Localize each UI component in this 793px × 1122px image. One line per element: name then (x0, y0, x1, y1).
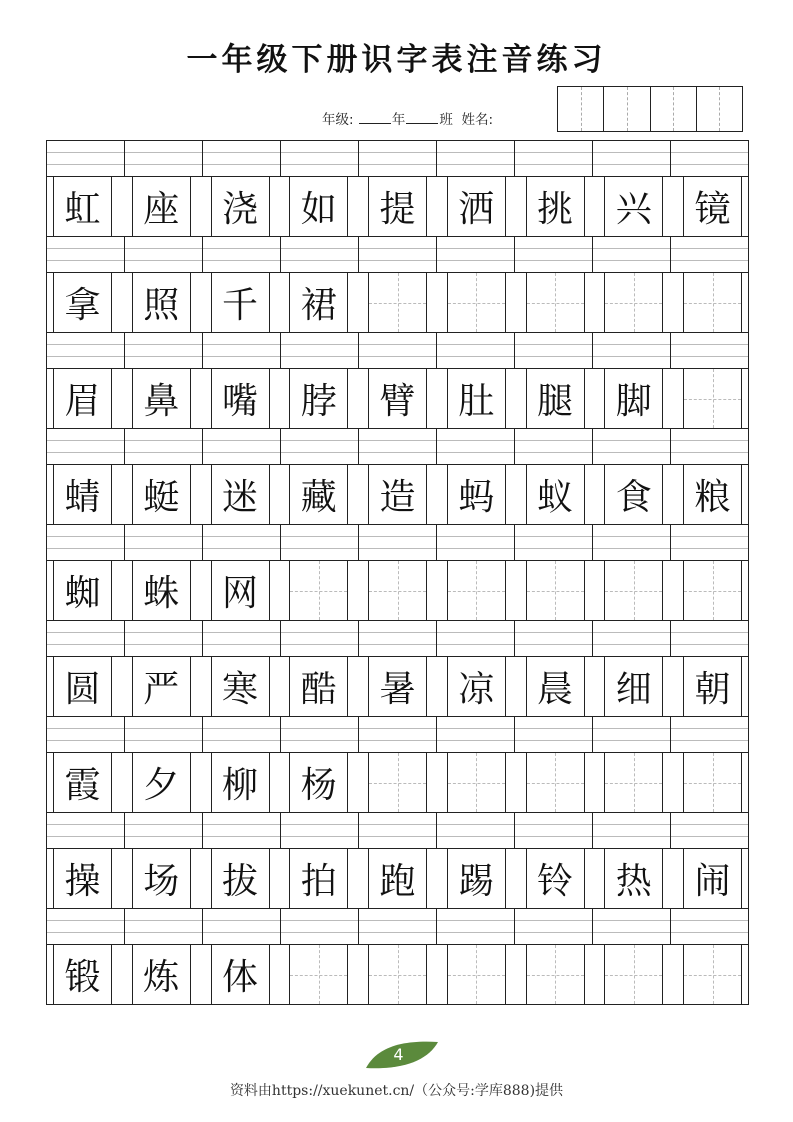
character: 晨 (536, 669, 573, 710)
pinyin-cell[interactable] (47, 333, 125, 369)
character-box (53, 753, 112, 812)
empty-character-box[interactable] (289, 561, 348, 620)
pinyin-cell[interactable] (671, 333, 748, 369)
pinyin-cell[interactable] (359, 429, 437, 465)
pinyin-lines (47, 332, 748, 369)
pinyin-cell[interactable] (125, 621, 203, 657)
character-box (53, 561, 112, 620)
character-box (604, 369, 663, 428)
character-box (132, 465, 191, 524)
character: 洒 (458, 189, 495, 230)
character-box (211, 465, 270, 524)
empty-character-box[interactable] (368, 561, 427, 620)
grade-label: 年级: (322, 112, 354, 128)
character-box (447, 465, 506, 524)
character-box (211, 849, 270, 908)
pinyin-cell[interactable] (203, 909, 281, 945)
pinyin-cell[interactable] (281, 237, 359, 273)
character-box (683, 657, 742, 716)
character: 场 (143, 861, 180, 902)
character: 臂 (379, 381, 416, 422)
pinyin-cell[interactable] (281, 525, 359, 561)
character-box (289, 753, 348, 812)
empty-character-box[interactable] (683, 273, 742, 332)
pinyin-cell[interactable] (281, 717, 359, 753)
character-box (132, 657, 191, 716)
character-row (47, 272, 748, 332)
pinyin-cell[interactable] (359, 141, 437, 177)
character-box (53, 369, 112, 428)
pinyin-cell[interactable] (359, 237, 437, 273)
character-box (132, 369, 191, 428)
pinyin-cell[interactable] (671, 621, 748, 657)
character: 跑 (379, 861, 416, 902)
name-cell[interactable] (558, 87, 604, 131)
pinyin-cell[interactable] (671, 429, 748, 465)
empty-character-box[interactable] (368, 753, 427, 812)
character: 朝 (694, 669, 731, 710)
practice-grid (46, 140, 749, 1005)
pinyin-cell[interactable] (47, 141, 125, 177)
character: 千 (221, 285, 258, 326)
character-row (47, 752, 748, 812)
pinyin-lines (47, 524, 748, 561)
pinyin-cell[interactable] (203, 717, 281, 753)
pinyin-cell[interactable] (515, 429, 593, 465)
empty-character-box[interactable] (526, 945, 585, 1004)
pinyin-lines (47, 908, 748, 945)
empty-character-box[interactable] (447, 945, 506, 1004)
pinyin-cell[interactable] (359, 813, 437, 849)
character: 酷 (300, 669, 337, 710)
pinyin-cell[interactable] (671, 237, 748, 273)
pinyin-cell[interactable] (203, 333, 281, 369)
character-box (289, 465, 348, 524)
character-row (47, 656, 748, 716)
pinyin-cell[interactable] (437, 621, 515, 657)
pinyin-cell[interactable] (125, 141, 203, 177)
character: 浇 (221, 189, 258, 230)
character-box (526, 657, 585, 716)
pinyin-cell[interactable] (47, 525, 125, 561)
character-box (211, 273, 270, 332)
pinyin-cell[interactable] (47, 717, 125, 753)
pinyin-cell[interactable] (437, 717, 515, 753)
character-box (53, 945, 112, 1004)
character: 蜻 (64, 477, 101, 518)
name-cell[interactable] (697, 87, 742, 131)
pinyin-cell[interactable] (47, 621, 125, 657)
character: 脖 (300, 381, 337, 422)
pinyin-cell[interactable] (359, 717, 437, 753)
character: 拍 (300, 861, 337, 902)
practice-row (47, 620, 748, 716)
character-box (289, 177, 348, 236)
character-box (447, 369, 506, 428)
character-box (53, 177, 112, 236)
character: 如 (300, 189, 337, 230)
character-box (526, 465, 585, 524)
empty-character-box[interactable] (526, 561, 585, 620)
character-box (53, 273, 112, 332)
pinyin-cell[interactable] (203, 141, 281, 177)
character: 蜘 (64, 573, 101, 614)
character-box (447, 849, 506, 908)
character: 锻 (64, 957, 101, 998)
character-box (289, 369, 348, 428)
character-box (683, 465, 742, 524)
pinyin-cell[interactable] (593, 429, 671, 465)
character-row (47, 944, 748, 1004)
pinyin-cell[interactable] (593, 621, 671, 657)
character-box (368, 849, 427, 908)
grade-blank[interactable] (359, 111, 391, 124)
character-row (47, 368, 748, 428)
pinyin-cell[interactable] (359, 333, 437, 369)
pinyin-cell[interactable] (593, 813, 671, 849)
practice-row (47, 812, 748, 908)
character: 夕 (143, 765, 180, 806)
character: 藏 (300, 477, 337, 518)
character: 操 (64, 861, 101, 902)
character: 炼 (143, 957, 180, 998)
empty-character-box[interactable] (368, 945, 427, 1004)
character-box (211, 177, 270, 236)
character: 蚁 (536, 477, 573, 518)
character-box (447, 177, 506, 236)
page-number: 4 (393, 1045, 404, 1064)
pinyin-cell[interactable] (47, 909, 125, 945)
character: 网 (221, 573, 258, 614)
character: 裙 (300, 285, 337, 326)
pinyin-cell[interactable] (203, 525, 281, 561)
pinyin-cell[interactable] (125, 525, 203, 561)
pinyin-cell[interactable] (47, 813, 125, 849)
character: 闹 (694, 861, 731, 902)
character: 兴 (615, 189, 652, 230)
name-writing-box[interactable] (557, 86, 743, 132)
character: 霞 (64, 765, 101, 806)
character: 粮 (694, 477, 731, 518)
character-box (526, 177, 585, 236)
character: 照 (143, 285, 180, 326)
pinyin-cell[interactable] (515, 813, 593, 849)
character-box (132, 945, 191, 1004)
pinyin-cell[interactable] (515, 141, 593, 177)
pinyin-lines (47, 716, 748, 753)
pinyin-cell[interactable] (671, 141, 748, 177)
character-box (604, 465, 663, 524)
character-box (368, 465, 427, 524)
character: 提 (379, 189, 416, 230)
character: 暑 (379, 669, 416, 710)
character-row (47, 464, 748, 524)
practice-row (47, 428, 748, 524)
character: 蚂 (458, 477, 495, 518)
pinyin-cell[interactable] (203, 237, 281, 273)
character-box (211, 753, 270, 812)
pinyin-cell[interactable] (593, 525, 671, 561)
pinyin-cell[interactable] (203, 813, 281, 849)
pinyin-cell[interactable] (125, 333, 203, 369)
pinyin-cell[interactable] (515, 333, 593, 369)
character-box (132, 177, 191, 236)
character-box (604, 657, 663, 716)
character-box (132, 849, 191, 908)
student-info-line (322, 108, 493, 128)
practice-row (47, 332, 748, 428)
empty-character-box[interactable] (368, 273, 427, 332)
pinyin-cell[interactable] (125, 813, 203, 849)
character: 铃 (536, 861, 573, 902)
pinyin-lines (47, 812, 748, 849)
pinyin-cell[interactable] (281, 429, 359, 465)
character-box (289, 849, 348, 908)
empty-character-box[interactable] (683, 753, 742, 812)
name-cell[interactable] (651, 87, 697, 131)
character: 体 (221, 957, 258, 998)
empty-character-box[interactable] (447, 273, 506, 332)
pinyin-cell[interactable] (593, 141, 671, 177)
character: 挑 (536, 189, 573, 230)
empty-character-box[interactable] (526, 753, 585, 812)
pinyin-cell[interactable] (125, 909, 203, 945)
footer-credit: 资料由https://xuekunet.cn/（公众号:学库888)提供 (229, 1083, 564, 1099)
pinyin-cell[interactable] (359, 525, 437, 561)
character-box (211, 657, 270, 716)
character: 拔 (221, 861, 258, 902)
pinyin-cell[interactable] (437, 813, 515, 849)
pinyin-cell[interactable] (515, 237, 593, 273)
character: 鼻 (143, 381, 180, 422)
empty-character-box[interactable] (604, 561, 663, 620)
character-box (683, 849, 742, 908)
character-box (289, 273, 348, 332)
character: 镜 (694, 189, 731, 230)
pinyin-cell[interactable] (47, 429, 125, 465)
pinyin-cell[interactable] (593, 909, 671, 945)
character: 虹 (64, 189, 101, 230)
page-title: 一年级下册识字表注音练习 (186, 42, 607, 78)
pinyin-cell[interactable] (515, 621, 593, 657)
character-box (604, 177, 663, 236)
character-box (526, 369, 585, 428)
character-box (211, 369, 270, 428)
pinyin-lines (47, 140, 748, 177)
pinyin-cell[interactable] (515, 909, 593, 945)
practice-row (47, 236, 748, 332)
pinyin-cell[interactable] (593, 717, 671, 753)
character-box (53, 657, 112, 716)
practice-row (47, 908, 748, 1004)
character-box (526, 849, 585, 908)
practice-row (47, 524, 748, 620)
character-box (211, 561, 270, 620)
empty-character-box[interactable] (447, 561, 506, 620)
character-box (289, 657, 348, 716)
character: 热 (615, 861, 652, 902)
character: 脚 (615, 381, 652, 422)
empty-character-box[interactable] (604, 945, 663, 1004)
pinyin-cell[interactable] (281, 333, 359, 369)
pinyin-lines (47, 428, 748, 465)
character-row (47, 848, 748, 908)
empty-character-box[interactable] (604, 273, 663, 332)
character: 蜓 (143, 477, 180, 518)
name-label: 姓名: (461, 112, 494, 128)
character-box (368, 177, 427, 236)
character: 造 (379, 477, 416, 518)
character: 杨 (300, 765, 337, 806)
character-row (47, 560, 748, 620)
character-box (368, 657, 427, 716)
class-label: 班 (439, 112, 453, 128)
character: 凉 (458, 669, 495, 710)
character-box (53, 465, 112, 524)
practice-row (47, 716, 748, 812)
character: 严 (143, 669, 180, 710)
character: 嘴 (221, 381, 258, 422)
pinyin-cell[interactable] (125, 429, 203, 465)
name-cell[interactable] (604, 87, 650, 131)
pinyin-cell[interactable] (515, 525, 593, 561)
character: 肚 (458, 381, 495, 422)
empty-character-box[interactable] (526, 273, 585, 332)
empty-character-box[interactable] (604, 753, 663, 812)
pinyin-cell[interactable] (515, 717, 593, 753)
character-box (132, 561, 191, 620)
character: 踢 (458, 861, 495, 902)
character: 眉 (64, 381, 101, 422)
pinyin-lines (47, 236, 748, 273)
pinyin-cell[interactable] (359, 909, 437, 945)
pinyin-cell[interactable] (125, 237, 203, 273)
pinyin-cell[interactable] (593, 333, 671, 369)
leaf-page-badge (364, 1040, 440, 1070)
empty-character-box[interactable] (289, 945, 348, 1004)
pinyin-cell[interactable] (281, 141, 359, 177)
pinyin-cell[interactable] (359, 621, 437, 657)
pinyin-cell[interactable] (281, 813, 359, 849)
pinyin-cell[interactable] (437, 909, 515, 945)
character-box (683, 177, 742, 236)
pinyin-cell[interactable] (281, 621, 359, 657)
pinyin-cell[interactable] (125, 717, 203, 753)
character-box (53, 849, 112, 908)
pinyin-cell[interactable] (203, 429, 281, 465)
pinyin-cell[interactable] (281, 909, 359, 945)
character: 拿 (64, 285, 101, 326)
pinyin-lines (47, 620, 748, 657)
pinyin-cell[interactable] (437, 141, 515, 177)
pinyin-cell[interactable] (437, 429, 515, 465)
pinyin-cell[interactable] (437, 333, 515, 369)
pinyin-cell[interactable] (437, 525, 515, 561)
character: 柳 (221, 765, 258, 806)
year-label: 年 (391, 112, 406, 128)
character-box (211, 945, 270, 1004)
pinyin-cell[interactable] (671, 717, 748, 753)
empty-character-box[interactable] (683, 369, 742, 428)
character: 蛛 (143, 573, 180, 614)
empty-character-box[interactable] (683, 945, 742, 1004)
character: 腿 (536, 381, 573, 422)
pinyin-cell[interactable] (671, 813, 748, 849)
class-blank[interactable] (406, 111, 438, 124)
character-box (368, 369, 427, 428)
character: 细 (615, 669, 652, 710)
character: 座 (143, 189, 180, 230)
character-box (132, 273, 191, 332)
practice-row (47, 140, 748, 236)
character-row (47, 176, 748, 236)
empty-character-box[interactable] (447, 753, 506, 812)
empty-character-box[interactable] (683, 561, 742, 620)
character: 食 (615, 477, 652, 518)
pinyin-cell[interactable] (203, 621, 281, 657)
character-box (447, 657, 506, 716)
pinyin-cell[interactable] (593, 237, 671, 273)
character: 迷 (221, 477, 258, 518)
character-box (604, 849, 663, 908)
character: 寒 (221, 669, 258, 710)
pinyin-cell[interactable] (47, 237, 125, 273)
pinyin-cell[interactable] (671, 525, 748, 561)
character: 圆 (64, 669, 101, 710)
character-box (132, 753, 191, 812)
pinyin-cell[interactable] (671, 909, 748, 945)
pinyin-cell[interactable] (437, 237, 515, 273)
